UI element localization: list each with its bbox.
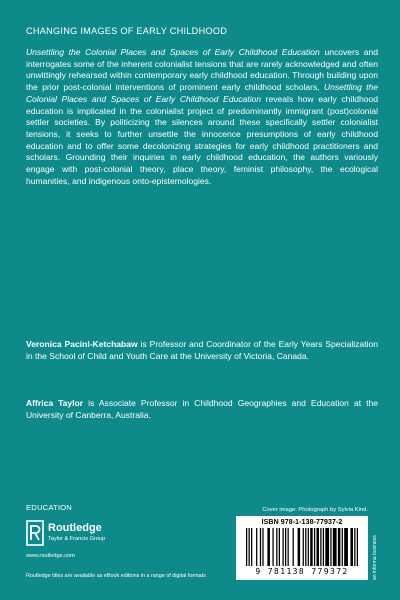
subject-category: EDUCATION: [26, 503, 72, 512]
routledge-logo-icon: [26, 520, 44, 546]
barcode-bar: [288, 528, 289, 566]
barcode-bar: [320, 528, 321, 566]
barcode-bar: [310, 528, 313, 566]
barcode-bar: [354, 528, 355, 566]
barcode-bar: [293, 528, 294, 566]
author-bio-text-2: is Associate Professor in Childhood Geographies and Education at the University of Canberra, Australia.: [26, 398, 378, 420]
blurb-book-title-2: Unsettling the Colonial Places and Spaces of Early Childhood Education: [26, 82, 379, 104]
barcode-bar: [323, 528, 324, 566]
publisher-name: Routledge: [48, 522, 102, 534]
barcode-bar: [282, 528, 283, 566]
barcode-bar: [357, 528, 358, 566]
barcode-bar: [303, 528, 304, 566]
publisher-group: Taylor & Francis Group: [48, 536, 106, 542]
barcode-bar: [256, 528, 257, 566]
barcode-bar: [333, 528, 337, 566]
blurb-book-title: Unsettling the Colonial Places and Spaces of Early Childhood Education: [26, 47, 320, 57]
publisher-website: www.routledge.com: [26, 553, 75, 559]
isbn-barcode-box: [236, 516, 368, 580]
barcode-bar: [285, 528, 286, 566]
isbn-label: ISBN 978-1-138-77937-2: [261, 519, 343, 526]
barcode-bar: [279, 528, 280, 566]
barcode-bar: [308, 528, 309, 566]
barcode-bar: [249, 528, 250, 566]
barcode-number: 9 781138 779372: [255, 567, 349, 576]
barcode-bar: [325, 528, 329, 566]
barcode-bar: [262, 528, 263, 566]
barcode-bar: [251, 528, 252, 566]
barcode-bar: [246, 528, 247, 566]
author-name-1: Veronica Pacini-Ketchabaw: [26, 339, 138, 349]
series-title: CHANGING IMAGES OF EARLY CHILDHOOD: [26, 26, 228, 36]
barcode-bar: [330, 528, 331, 566]
barcode-bar: [276, 528, 277, 566]
barcode-bar: [342, 528, 343, 566]
barcode-icon: [246, 528, 358, 566]
barcode-bar: [316, 528, 319, 566]
barcode-bar: [267, 528, 270, 566]
barcode-bar: [350, 528, 353, 566]
ebook-note: Routledge titles are available as eBook editions in a range of digital formats: [26, 573, 206, 579]
author-bio-text-1: is Professor and Coordinator of the Early Years Specialization in the School of Child and Youth Care at the University of Victoria, Canada.: [26, 339, 378, 361]
author-bio-2: [26, 398, 378, 421]
barcode-bar: [314, 528, 315, 566]
blurb-text-2: reveals how early childhood education is implicated in the colonialist project of predominantly immigrant (post)colonial settler societies. By politicizing the silences around these specifically settler colonialist tensions, it seeks to further unsettle the innocence presumptions of early childhood education and to offer some decolonizing strategies for early childhood practitioners and scholars. Grounding their inquiries in early childhood education, the authors variously engage with post-colonial theory, place theory, feminist philosophy, the ecological humanities, and indigenous onto-epistemologies.: [26, 93, 378, 186]
informa-business-text: an informa business: [372, 535, 378, 580]
barcode-bar: [338, 528, 341, 566]
barcode-bar: [305, 528, 306, 566]
author-bio-1: [26, 339, 378, 362]
author-name-2: Affrica Taylor: [26, 398, 84, 408]
barcode-bar: [298, 528, 301, 566]
barcode-bar: [260, 528, 261, 566]
blurb-text-1: uncovers and interrogates some of the inherent colonialist tensions that are rarely acknowledged and often unwittingly rehearsed within contemporary early childhood education. Through building upon the prior post-colonial interventions of prominent early childhood scholars,: [26, 47, 378, 93]
blurb: [26, 47, 378, 187]
cover-credit: Cover image: Photograph by Sylvia Kind.: [262, 507, 368, 513]
barcode-bar: [344, 528, 348, 566]
publisher-logo: [26, 520, 166, 550]
barcode-bar: [272, 528, 273, 566]
